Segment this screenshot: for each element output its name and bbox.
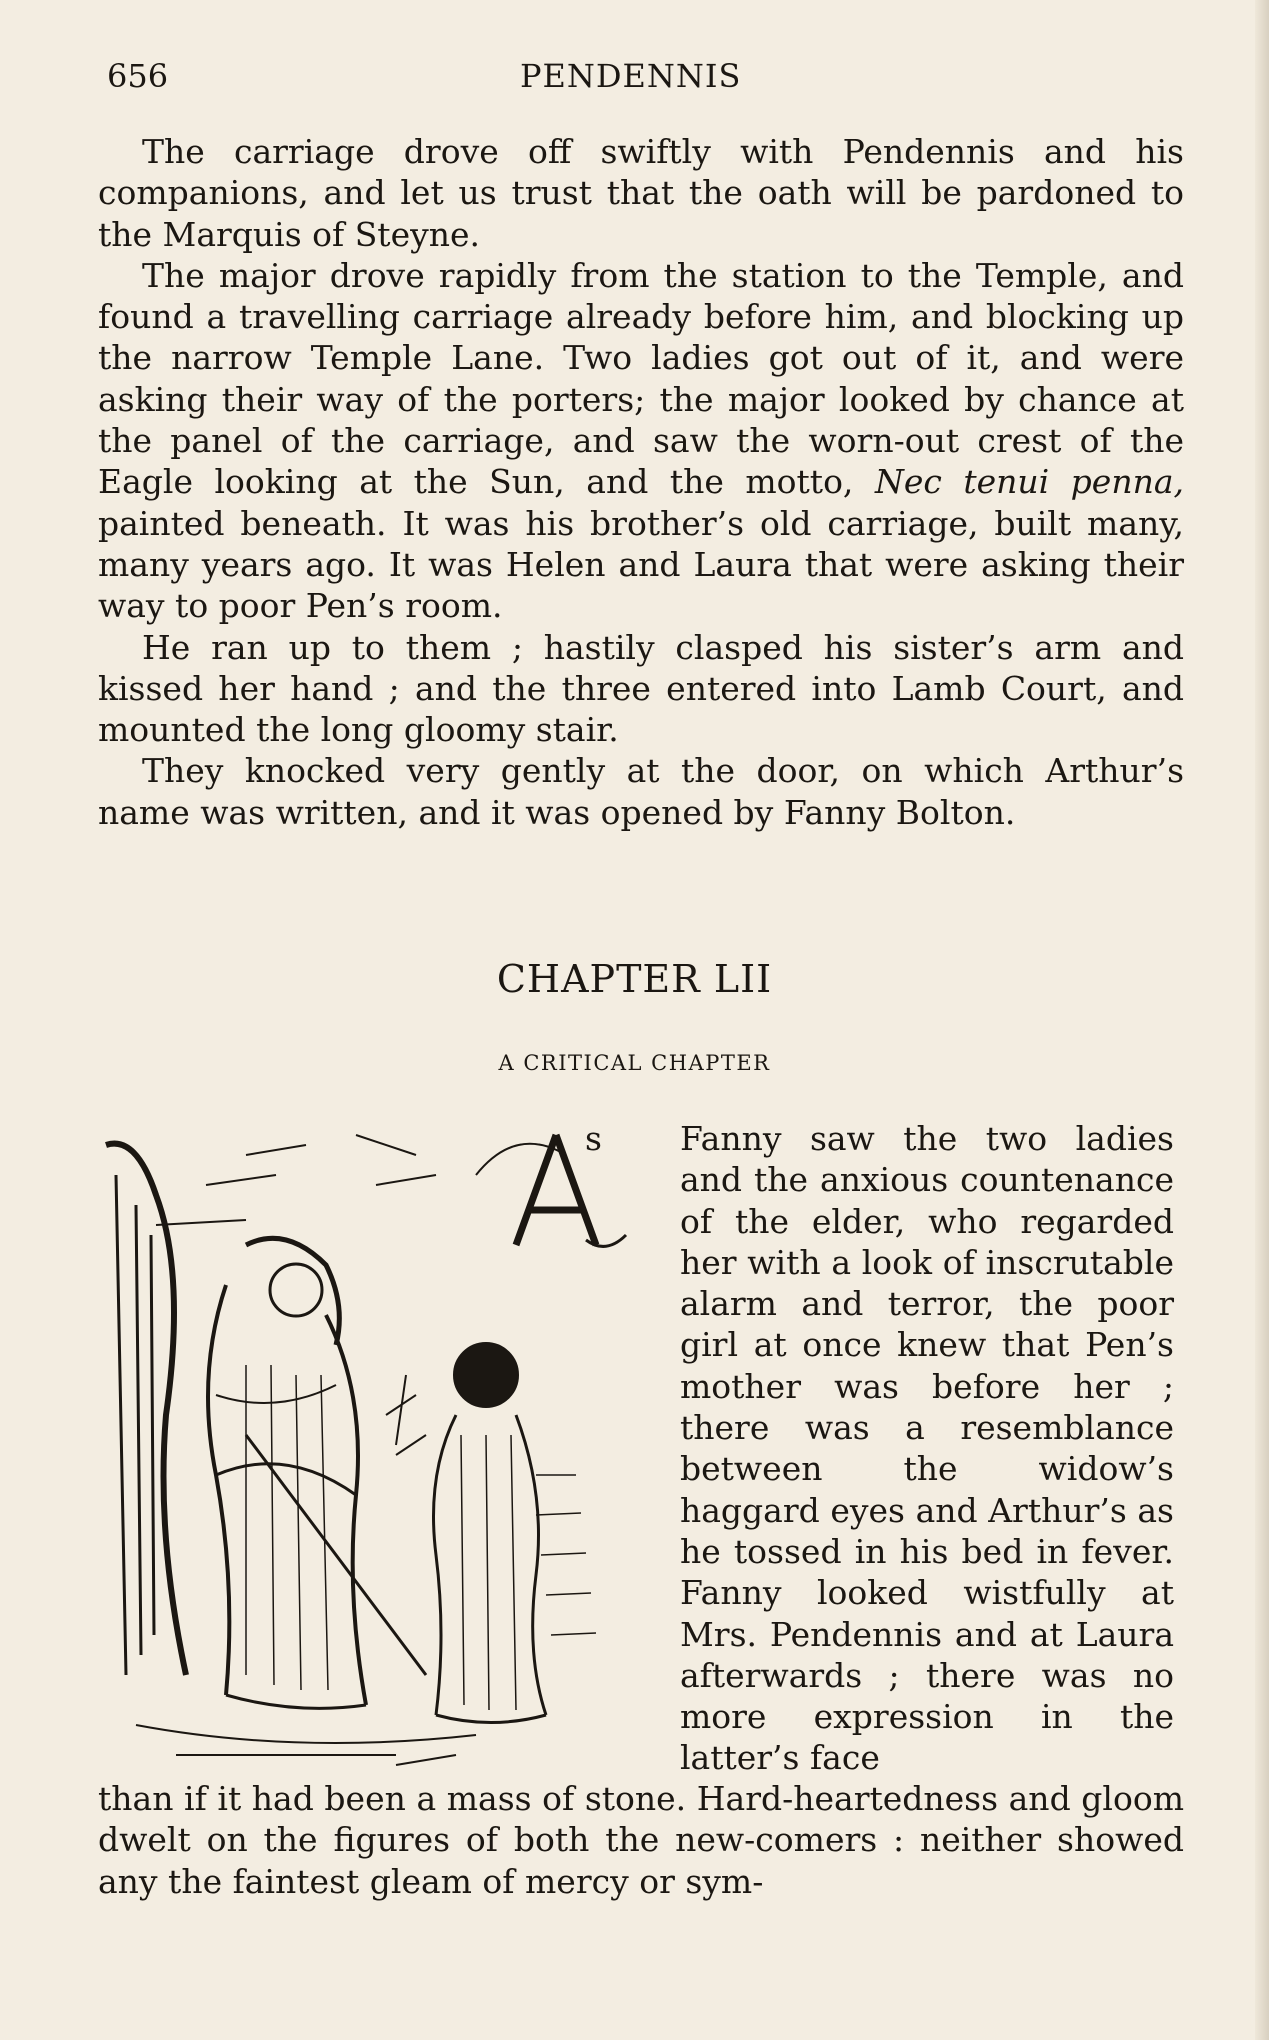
engraving-two-women-icon <box>96 1115 641 1775</box>
chapter-opening-wrapped-text <box>585 1118 1174 1779</box>
continued-paragraph: than if it had been a mass of stone. Hard-heartedness and gloom dwelt on the figures of both the new-comers : neither showed any the faintest gleam of mercy or sym- <box>98 1779 1184 1901</box>
motto-italic: Nec tenui penna, <box>874 462 1185 502</box>
paragraph-2-text: The major drove rapidly from the station to the Temple, and found a travelling carriage already before him, and blocking up the narrow Temple Lane. Two ladies got out of it, and were asking their way of the porters; the major looked by chance at the panel of the carriage, and saw the worn-out crest of the Eagle looking at the Sun, and the motto, Nec tenui penna, painted beneath. It was his brother’s old carriage, built many, many years ago. It was Helen and Laura that were asking their way to poor Pen’s room. <box>98 255 1185 626</box>
paragraph-2 <box>98 255 1184 627</box>
page-number: 656 <box>107 57 169 95</box>
paragraph-4: They knocked very gently at the door, on which Arthur’s name was written, and it was opened by Fanny Bolton. <box>98 751 1184 832</box>
body-text-top <box>98 131 1184 833</box>
chapter-subtitle: A CRITICAL CHAPTER <box>498 1051 771 1075</box>
page-header <box>0 56 1269 96</box>
chapter-title: CHAPTER LII <box>496 957 773 1001</box>
running-title: PENDENNIS <box>520 57 742 95</box>
paragraph-1: The carriage drove off swiftly with Pendennis and his companions, and let us trust that the oath will be pardoned to the Marquis of Steyne. <box>98 132 1184 254</box>
body-text-bottom <box>98 1778 1184 1902</box>
dropcap-rest: s <box>585 1119 602 1158</box>
paragraph-3: He ran up to them ; hastily clasped his sister’s arm and kissed her hand ; and the three entered into Lamb Court, and mounted the long gloomy stair. <box>98 627 1184 750</box>
page-edge <box>1255 0 1269 2040</box>
wrapped-paragraph: Fanny saw the two ladies and the anxious countenance of the elder, who regarded her with a look of inscrutable alarm and terror, the poor girl at once knew that Pen’s mother was before her ; there was a resemblance between the widow’s haggard eyes and Arthur’s as he tossed in his bed in fever. Fanny looked wistfully at Mrs. Pendennis and at Laura afterwards ; there was no more expression in the latter’s face <box>680 1119 1174 1778</box>
